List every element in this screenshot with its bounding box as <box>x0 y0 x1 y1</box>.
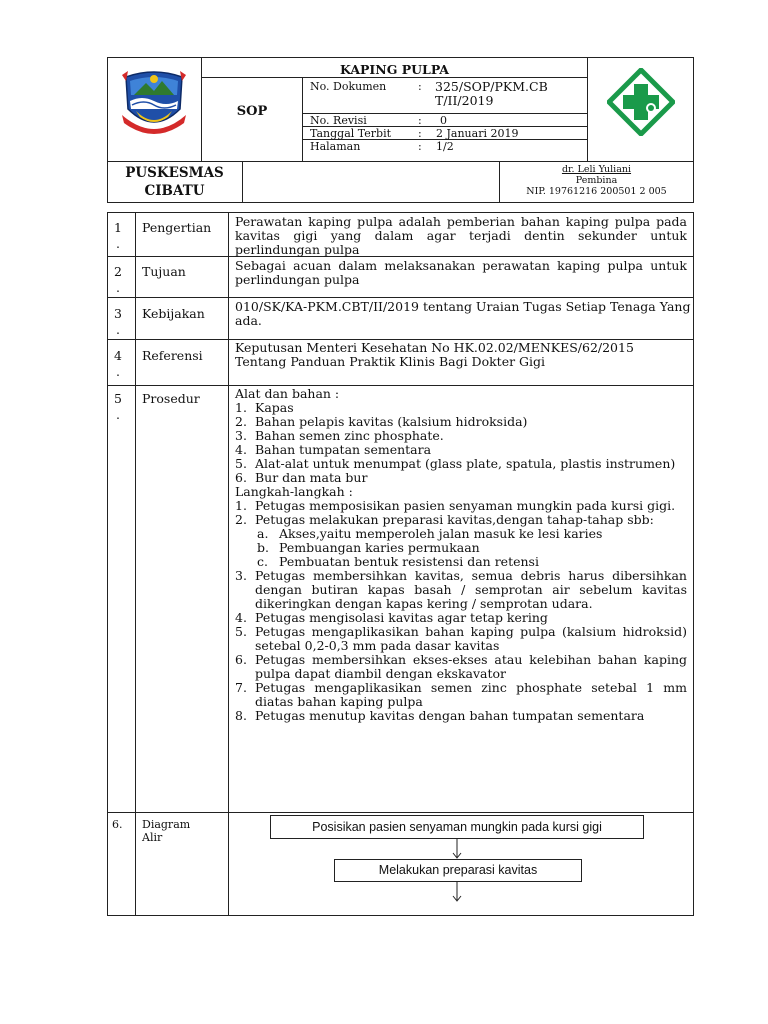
puskesmas-cross-icon <box>607 68 675 136</box>
list-item: a. Akses,yaitu memperoleh jalan masuk ke lesi karies <box>257 526 603 541</box>
list-item: 2. Petugas melakukan preparasi kavitas,dengan tahap-tahap sbb: <box>235 512 654 527</box>
flow-step-1: Posisikan pasien senyaman mungkin pada kursi gigi <box>270 815 644 839</box>
row-number: 5 <box>114 391 122 406</box>
list-item: 1. Petugas memposisikan pasien senyaman mungkin pada kursi gigi. <box>235 498 676 513</box>
list-item: 4. Bahan tumpatan sementara <box>235 442 432 457</box>
field-sep-tanggal-terbit: : <box>418 127 422 140</box>
flow-arrow-down-icon <box>450 839 464 861</box>
field-label-no-dokumen: No. Dokumen <box>310 80 387 93</box>
field-sep-halaman: : <box>418 140 422 153</box>
list-item: 1. Kapas <box>235 400 294 415</box>
regency-emblem-icon <box>118 65 190 137</box>
field-label-halaman: Halaman <box>310 140 361 153</box>
field-value-no-dokumen: 325/SOP/PKM.CB T/II/2019 <box>435 79 548 108</box>
list-item: 2. Bahan pelapis kavitas (kalsium hidroksida) <box>235 414 528 429</box>
langkah-list <box>235 499 687 723</box>
row-number-dot: . <box>116 322 120 337</box>
list-item: 4. Petugas mengisolasi kavitas agar tetap kering <box>235 610 548 625</box>
row-number: 1 <box>114 220 122 235</box>
row-label-pengertian: Pengertian <box>142 220 212 235</box>
list-item: 3. Bahan semen zinc phosphate. <box>235 428 444 443</box>
row-number-dot: . <box>116 364 120 379</box>
list-item: b. Pembuangan karies permukaan <box>257 540 480 555</box>
signer-role: Pembina <box>575 175 618 186</box>
org-name <box>107 164 242 200</box>
list-item: 6. Bur dan mata bur <box>235 470 368 485</box>
signer-block <box>499 164 694 197</box>
row-text-kebijakan: 010/SK/KA-PKM.CBT/II/2019 tentang Uraian Tugas Setiap Tenaga Yang ada. <box>235 299 691 328</box>
list-item: 3. Petugas membersihkan kavitas, semua debris harus dibersihkan dengan butiran kapas basah / semprotan air sebelum kavitas dikeringkan dengan kapas kering / semprotan udara. <box>235 568 687 611</box>
row-label-prosedur: Prosedur <box>142 391 200 406</box>
signer-name: dr. Leli Yuliani <box>561 164 632 175</box>
diagram-label-line1: Diagram <box>142 818 191 831</box>
flow-step-2: Melakukan preparasi kavitas <box>334 859 582 882</box>
prosedur-content <box>235 387 687 723</box>
flow-arrow-down-icon <box>450 882 464 904</box>
row-label-referensi: Referensi <box>142 348 203 363</box>
field-value-halaman: 1/2 <box>436 140 454 153</box>
list-item: 6. Petugas membersihkan ekses-ekses atau kelebihan bahan kaping pulpa dapat diambil dengan ekskavator <box>235 652 687 681</box>
list-item: c. Pembuatan bentuk resistensi dan retensi <box>257 554 539 569</box>
list-item: 7. Petugas mengaplikasikan semen zinc phosphate setebal 1 mm diatas bahan kaping pulpa <box>235 680 687 709</box>
langkah-heading: Langkah-langkah : <box>235 484 353 499</box>
list-item: 5. Alat-alat untuk menumpat (glass plate, spatula, plastis instrumen) <box>235 456 676 471</box>
org-name-line2: CIBATU <box>144 183 205 199</box>
field-sep-no-dokumen: : <box>418 80 422 93</box>
list-item: 5. Petugas mengaplikasikan bahan kaping pulpa (kalsium hidroksid) setebal 0,2-0,3 mm pada dasar kavitas <box>235 624 687 653</box>
document-title: KAPING PULPA <box>339 62 450 77</box>
field-value-tanggal-terbit: 2 Januari 2019 <box>436 127 519 140</box>
sop-label: SOP <box>236 104 268 119</box>
row-text-referensi: Keputusan Menteri Kesehatan No HK.02.02/MENKES/62/2015 Tentang Panduan Praktik Klinis Bagi Dokter Gigi <box>235 340 634 369</box>
list-item: 8. Petugas menutup kavitas dengan bahan tumpatan sementara <box>235 708 645 723</box>
alat-heading: Alat dan bahan : <box>235 386 340 401</box>
row-number: 2 <box>114 264 122 279</box>
row-number: 3 <box>114 306 122 321</box>
row-number: 6. <box>112 818 123 831</box>
row-label-tujuan: Tujuan <box>142 264 186 279</box>
row-number: 4 <box>114 348 122 363</box>
org-name-line1: PUSKESMAS <box>125 165 224 181</box>
row-text-tujuan: Sebagai acuan dalam melaksanakan perawatan kaping pulpa untuk perlindungan pulpa <box>235 258 687 287</box>
field-label-tanggal-terbit: Tanggal Terbit <box>310 127 392 140</box>
row-number-dot: . <box>116 407 120 422</box>
alat-list <box>235 401 687 485</box>
field-label-no-revisi: No. Revisi <box>310 114 367 127</box>
field-value-no-revisi: 0 <box>440 114 447 127</box>
field-sep-no-revisi: : <box>418 114 422 127</box>
row-label-kebijakan: Kebijakan <box>142 306 205 321</box>
row-label-diagram <box>142 818 190 844</box>
row-number-dot: . <box>116 236 120 251</box>
signer-nip: NIP. 19761216 200501 2 005 <box>526 186 667 197</box>
diagram-label-line2: Alir <box>142 831 163 844</box>
row-number-dot: . <box>116 280 120 295</box>
row-text-pengertian: Perawatan kaping pulpa adalah pemberian bahan kaping pulpa pada kavitas gigi yang dalam agar terjadi dentin sekunder untuk perlindungan pulpa <box>235 214 687 257</box>
